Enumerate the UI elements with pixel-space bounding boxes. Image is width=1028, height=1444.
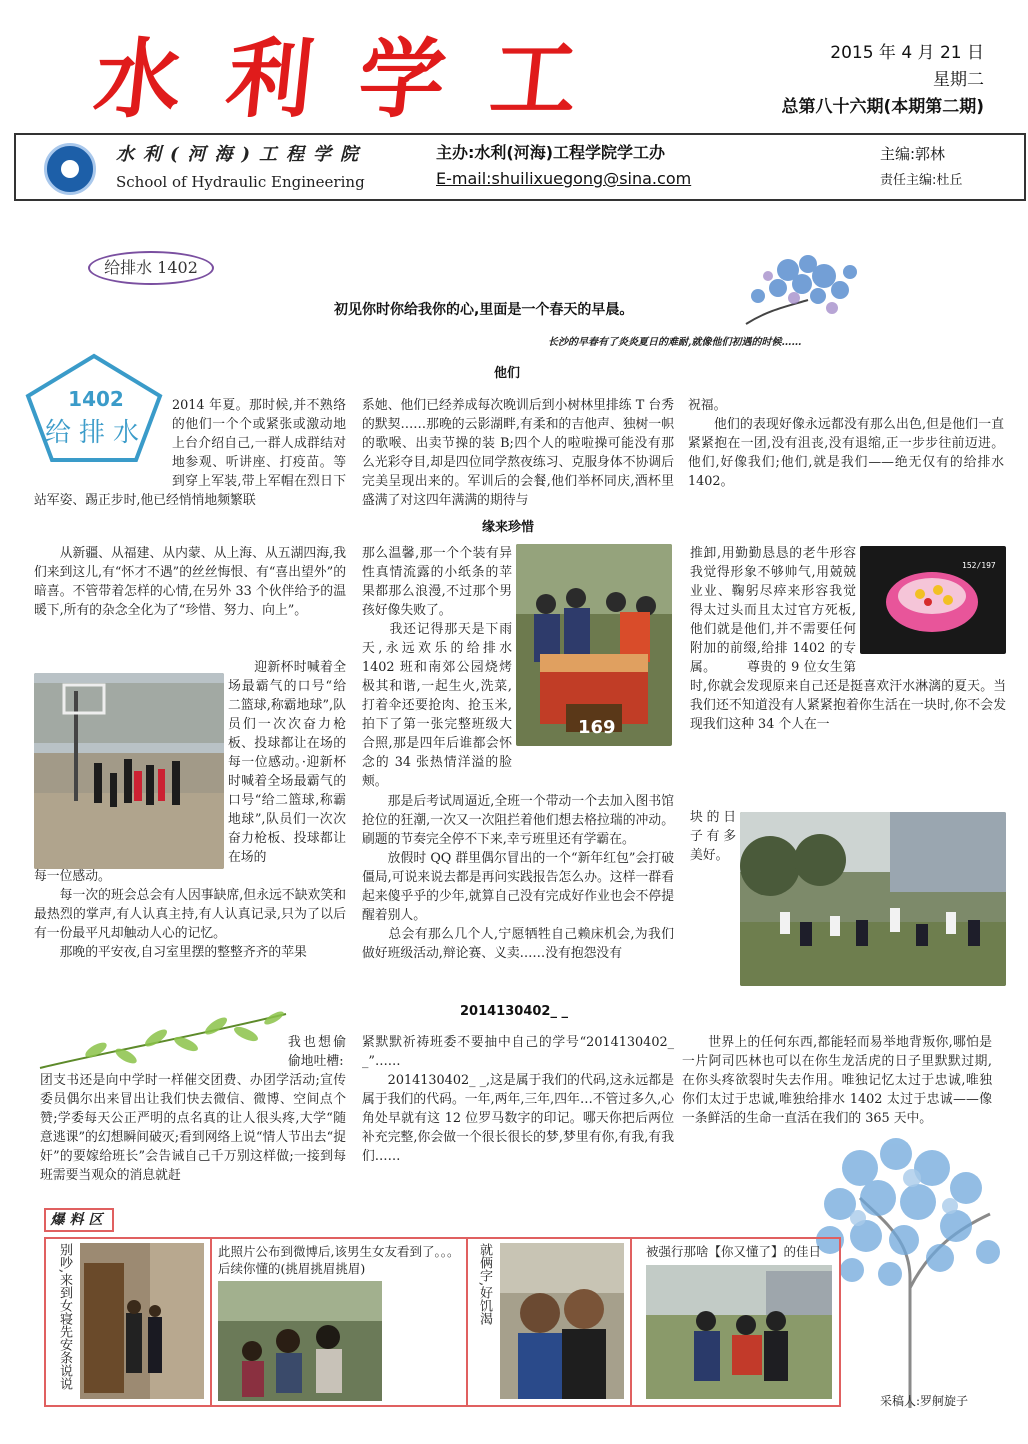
forced-photo	[646, 1265, 832, 1399]
two-friends-photo	[500, 1243, 624, 1399]
section-heading-student-id: 2014130402_ _	[460, 1004, 568, 1019]
university-logo-icon	[44, 143, 96, 195]
section-cherish-col2-top: 那么温馨,那一个个装有异性真情流露的小纸条的苹果都那么浪漫,不过那个男孩好像失败了。 我还记得那天是下雨天,永远欢乐的给排水 1402 班和南郊公园烧烤极其和谐,一起生火,洗菜,打着伞还要抢肉、抢玉米,拍下了第一张完整班级大合照,那是四年后谁都会怀念的 34 张热情洋溢的脸颊。	[362, 546, 512, 789]
dorm-visit-photo	[80, 1243, 204, 1399]
responsible-editor: 责任主编:杜丘	[880, 173, 963, 188]
logo-float-spacer	[34, 396, 172, 488]
section-id-col1-top: 我也想偷偷地吐槽:	[288, 1035, 346, 1069]
gossip-item	[212, 1239, 468, 1405]
basketball-photo	[34, 673, 224, 869]
section-cherish-col3-top-b: 时,你就会发现原来自己还是挺喜欢汗水淋漓的夏天。当我们还不知道没有人紧紧抱着你生活在一块时,你不会发现我们这种 34 个人在一	[690, 679, 1006, 732]
section-cherish-col2-bottom: 那是后考试周逼近,全班一个带动一个去加入图书馆抢位的狂潮,一次又一次阻拦着他们想去格拉瑞的冲动。刷题的节奏完全停不下来,幸亏班里还有学霸在。 放假时 QQ 群里偶尔冒出的一个“新年红包”会打破僵局,可说来说去都是再问实践报告怎么办。这样一群看起来傻乎乎的少年,就算自己没有完成好作业也会不停提醒着别人。 总会有那么几个人,宁愿牺牲自己赖床机会,为我们做好班级活动,辩论赛、义卖……没有抱怨没有	[362, 794, 674, 961]
leaf-branch-icon	[36, 1008, 296, 1078]
section-heading-them: 他们	[494, 366, 521, 381]
school-name-cn: 水利(河海)工程学院	[116, 144, 368, 165]
section-them-col3: 祝福。 他们的表现好像永远都没有那么出色,但是他们一直紧紧抱在一团,没有沮丧,没有退缩,正一步步往前迈进。他们,好像我们;他们,就是我们——绝无仅有的给排水 1402。	[688, 398, 1004, 489]
class-logo-number: 1402	[68, 387, 124, 411]
issue-weekday: 星期二	[933, 70, 984, 90]
section-cherish-col3-bottom: 块的日子有多美好。	[690, 810, 736, 863]
chief-editor: 主编:郭林	[880, 145, 946, 163]
gossip-caption: 就俩字,好饥渴	[477, 1243, 492, 1326]
cake-photo-counter: 152/197	[962, 561, 996, 570]
issue-date: 2015 年 4 月 21 日	[830, 43, 984, 63]
tree-illustration-icon	[728, 250, 878, 332]
section-cherish-col1-bottom: 每一位感动。 每一次的班会总会有人因事缺席,但永远不缺欢笑和最热烈的掌声,有人认真主持,有人认真记录,只为了以后有一份最平凡却触动人心的记忆。 那晚的平安夜,自习室里摆的整整齐齐的苹果	[34, 869, 346, 960]
section-them-col1: 2014 年夏。那时候,并不熟络的他们一个个或紧张或激动地上台介绍自己,一群人成群结对地参观、听讲座、打疫苗。等到穿上军装,带上军帽在烈日下站军姿、踢正步时,他已经悄悄地频繁联	[34, 398, 346, 508]
section-cherish-col1-mid: 迎新杯时喊着全场最霸气的口号“给二篮球,称霸地球”,队员们一次次奋力枪板、投球都让在场的每一位感动。·迎新杯时喊着全场最霸气的口号“给二篮球,称霸地球”,队员们一次次奋力枪板、投球都让在场的	[228, 660, 346, 865]
section-them-col2: 系她、他们已经养成每次晚训后到小树林里排练 T 台秀的默契……那晚的云影湖畔,有柔和的吉他声、独树一帜的歌喉、出卖节操的装 B;四个人的啦啦操可能没有那么光彩夺目,却是四位同学熬夜练习、克服身体不协调后完美呈现出来的。军训后的会餐,他们举杯同庆,酒杯里盛满了对这四年满满的期待与	[362, 398, 674, 508]
class-group-photo	[740, 812, 1006, 986]
section-cherish-col1-top: 从新疆、从福建、从内蒙、从上海、从五湖四海,我们来到这儿,有“怀才不遇”的丝丝悔恨、有“喜出望外”的暗喜。不管带着怎样的心情,在另外 33 个伙伴给予的温暖下,所有的杂念全化为了“珍惜、努力、向上”。	[34, 546, 346, 618]
class-label: 给排水 1402	[88, 251, 214, 285]
gossip-gallery	[44, 1237, 841, 1407]
gossip-caption: 此照片公布到微博后,该男生女友看到了。。。后续你懂的(挑眉挑眉挑眉)	[218, 1244, 460, 1276]
section-id-col1: 团支书还是向中学时一样催交团费、办团学活动;宣传委员偶尔出来冒出让我们快去微信、微博、空间点个赞;学委每天公正严明的点名真的让人很头疼,大学“随意逃课”的幻想瞬间破灭;看到网络上说“情人节出去“捉奸”的要嫁给班长”会告诫自己千万别这样做;一接到每班需要当观众的消息就赶	[40, 1073, 346, 1183]
gossip-item	[46, 1239, 212, 1405]
email-link[interactable]: E-mail:shuilixuegong@sina.com	[436, 169, 692, 188]
article-credit: 采稿人:罗舸旋子	[880, 1394, 969, 1408]
bbq-party-photo	[516, 544, 672, 746]
section-id-col2: 紧默默祈祷班委不要抽中自己的学号“2014130402_ _”…… 2014130402_ _,这是属于我们的代码,这永远都是属于我们的代码。一年,两年,三年,四年…不管过多久,心角处早就有这 12 位罗马数字的印记。哪天你把后两位补充完整,你会做一个很长很长的梦,梦里有你,有我,有我们……	[362, 1035, 674, 1164]
masthead-title: 水利学工	[89, 29, 629, 130]
issue-subtitle: 初见你时你给我你的心,里面是一个春天的早晨。	[334, 302, 634, 318]
section-cherish-col3-top-a: 推卸,用勤勤恳恳的老牛形容我觉得形象不够帅气,用兢兢业业、鞠躬尽瘁来形容我觉得太过头而且太过官方死板,他们就是他们,并不需要任何附加的前缀,给排 1402 的专属。 尊贵的 9 位女生第	[690, 546, 856, 675]
issue-number: 总第八十六期(本期第二期)	[781, 97, 984, 117]
gossip-section-label: 爆料区	[44, 1208, 114, 1232]
class-logo-name: 给排水	[44, 418, 147, 448]
gossip-caption: 被强行那啥【你又懂了】的佳日	[646, 1244, 822, 1259]
issue-tagline: 长沙的早春有了炎炎夏日的难耐,就像他们初遇的时候……	[548, 337, 802, 348]
section-id-col3: 世界上的任何东西,都能轻而易举地背叛你,哪怕是一片阿司匹林也可以在你生龙活虎的日子里默默过期,在你头疼欲裂时失去作用。唯独记忆太过于忠诚,唯独你们太过于忠诚,唯独给排水 1402 太过于忠诚——像一条鲜活的生命一直活在我们的 365 天中。	[682, 1035, 992, 1126]
sponsor-line: 主办:水利(河海)工程学院学工办	[436, 143, 666, 162]
gossip-item	[468, 1239, 632, 1405]
section-heading-cherish: 缘来珍惜	[482, 520, 535, 535]
table-number-label: 169	[578, 717, 616, 738]
gossip-caption: 别吵,来到女寝先安条说说	[57, 1243, 72, 1391]
date-block	[781, 40, 984, 121]
gossip-item	[632, 1239, 839, 1405]
school-name-en: School of Hydraulic Engineering	[116, 173, 365, 191]
masthead-banner	[14, 133, 1026, 201]
weibo-photo	[218, 1281, 382, 1401]
